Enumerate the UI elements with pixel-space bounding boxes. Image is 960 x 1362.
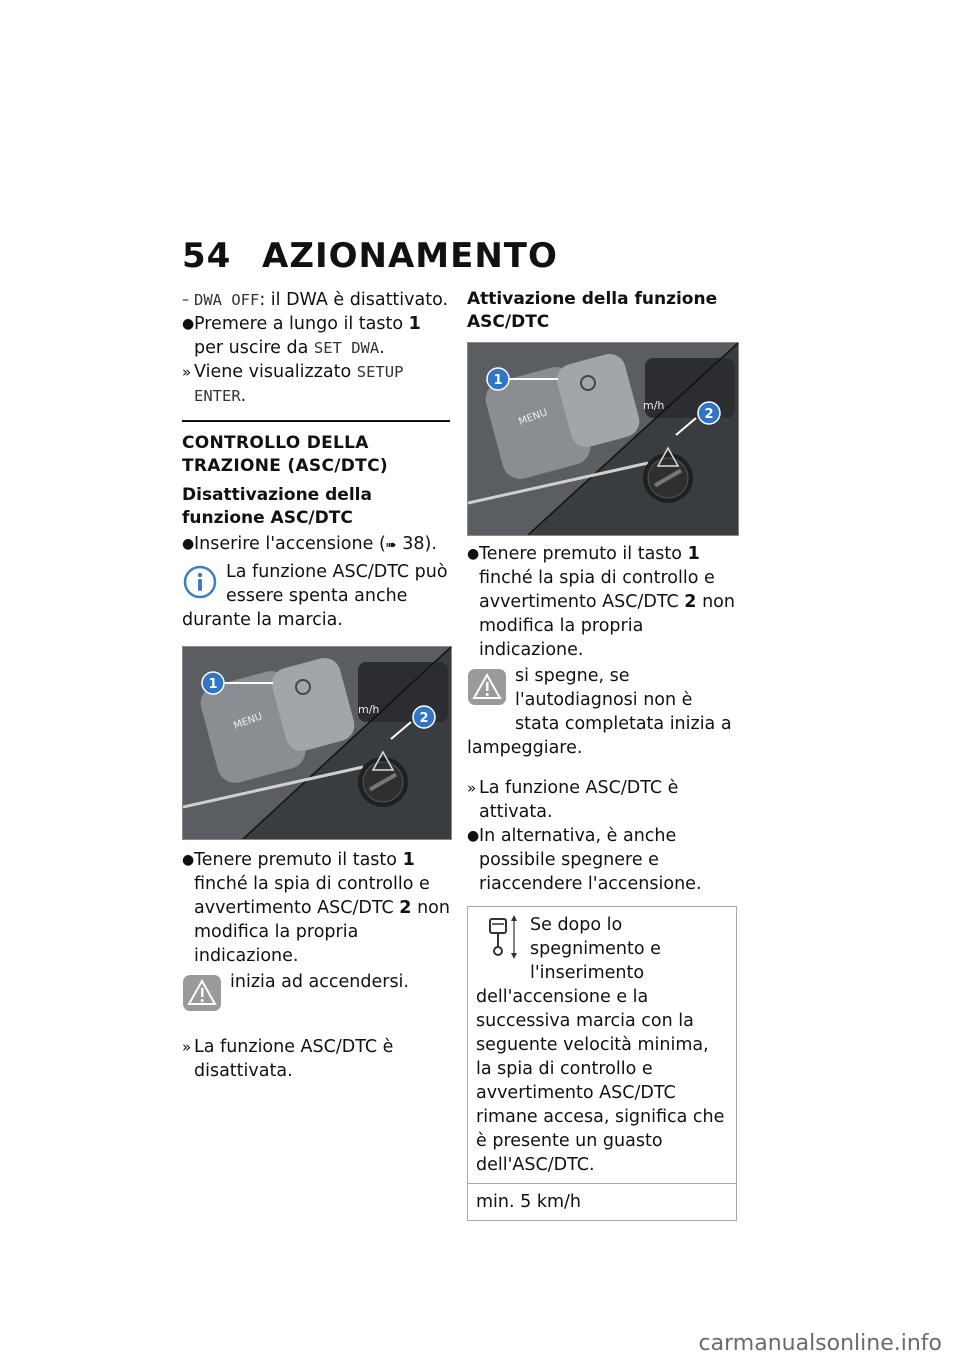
bullet-icon: ● xyxy=(182,536,195,552)
section-title: CONTROLLO DELLA TRAZIONE (ASC/DTC) xyxy=(182,433,388,476)
section-divider xyxy=(182,420,450,422)
info-note: La funzione ASC/DTC può essere spenta anche durante la marcia. xyxy=(182,562,448,630)
subsection-title: Attivazione della funzione ASC/DTC xyxy=(467,289,718,332)
list-item: » La funzione ASC/DTC è attivata. xyxy=(467,778,679,822)
asc-warning-light-icon xyxy=(467,668,507,713)
unit-label: m/h xyxy=(643,399,665,412)
bullet-icon: ● xyxy=(467,828,480,844)
callout-2: 2 xyxy=(704,407,714,422)
engine-piston-icon xyxy=(480,915,520,966)
result-arrow-icon: » xyxy=(467,779,477,797)
list-item: ● Premere a lungo il tasto 1 per uscire da SET DWA. xyxy=(182,314,421,358)
right-column xyxy=(467,288,737,1221)
unit-label: m/h xyxy=(358,703,380,716)
page-title: AZIONAMENTO xyxy=(262,236,558,276)
result-arrow-icon: » xyxy=(182,363,192,381)
menu-label: MENU xyxy=(232,711,264,732)
min-speed-cell: min. 5 km/h xyxy=(476,1192,581,1212)
bullet-icon: ● xyxy=(182,316,195,332)
page-number: 54 xyxy=(182,236,232,276)
list-item: ● In alternativa, è anche possibile spegnere e riaccendere l'accensione. xyxy=(467,826,702,894)
callout-2: 2 xyxy=(419,711,429,726)
list-item: – DWA OFF: il DWA è disattivato. xyxy=(182,290,449,310)
asc-warning-light-icon xyxy=(182,974,222,1019)
dwa-off-code: DWA OFF xyxy=(194,291,260,309)
list-item: » La funzione ASC/DTC è disattivata. xyxy=(182,1037,394,1081)
left-column xyxy=(182,288,450,1083)
callout-1: 1 xyxy=(208,677,218,692)
bullet-icon: ● xyxy=(467,546,480,562)
info-icon xyxy=(182,564,218,607)
list-item: » Viene visualizzato SETUP ENTER. xyxy=(182,362,404,406)
page-header xyxy=(182,236,558,276)
handlebar-photo xyxy=(467,342,739,536)
note-table xyxy=(467,906,737,1221)
result-arrow-icon: » xyxy=(182,1038,192,1056)
list-item: ● Tenere premuto il tasto 1 finché la spia di controllo e avvertimento ASC/DTC 2 non modifica la propria indicazione. xyxy=(182,850,450,966)
list-item: ● Tenere premuto il tasto 1 finché la spia di controllo e avvertimento ASC/DTC 2 non modifica la propria indicazione. xyxy=(467,544,735,660)
page-ref-arrow-icon: ➠ xyxy=(385,538,397,553)
callout-1: 1 xyxy=(493,373,503,388)
watermark: carmanualsonline.info xyxy=(698,1331,942,1356)
warning-note: inizia ad accendersi. xyxy=(182,970,450,1019)
list-item: ● Inserire l'accensione (➠ 38). xyxy=(182,534,437,554)
handlebar-photo xyxy=(182,646,452,840)
subsection-title: Disattivazione della funzione ASC/DTC xyxy=(182,485,372,528)
menu-label: MENU xyxy=(517,407,549,428)
bullet-icon: ● xyxy=(182,852,195,868)
note-cell: Se dopo lo spegnimento e l'inserimento dell'accensione e la successiva marcia con la seguente velocità minima, la spia di controllo e avvertimento ASC/DTC rimane accesa, significa che è presente un guasto dell'ASC/DTC. xyxy=(468,907,736,1184)
warning-note: si spegne, se l'autodiagnosi non è stata completata inizia a lampeggiare. xyxy=(467,666,732,758)
